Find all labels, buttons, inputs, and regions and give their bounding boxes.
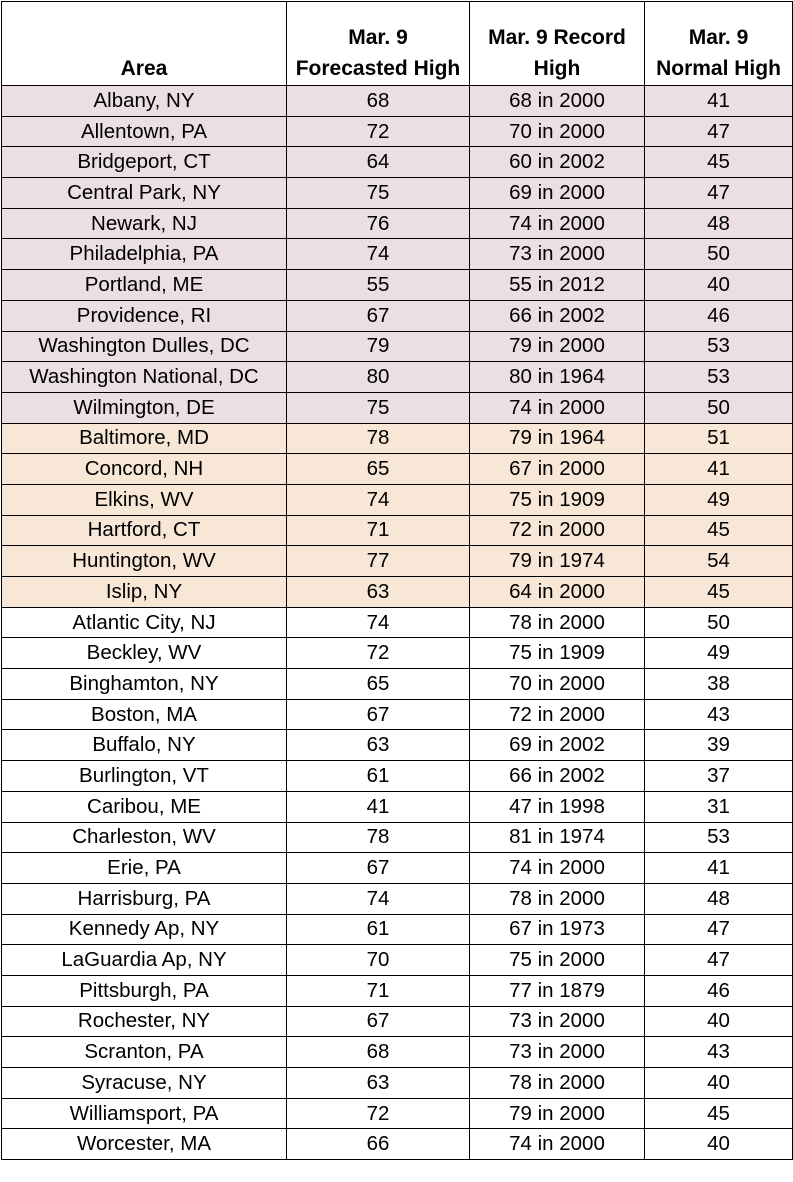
table-row [2, 853, 793, 884]
header-record-high [470, 2, 645, 86]
cell-normal-high: 41 [645, 853, 793, 884]
cell-record-high: 74 in 2000 [470, 1129, 645, 1160]
cell-area: Portland, ME [2, 270, 287, 301]
cell-record-high: 78 in 2000 [470, 607, 645, 638]
cell-forecasted-high: 67 [287, 853, 470, 884]
cell-normal-high: 53 [645, 331, 793, 362]
table-row [2, 147, 793, 178]
table-row [2, 945, 793, 976]
cell-normal-high: 39 [645, 730, 793, 761]
cell-normal-high: 47 [645, 116, 793, 147]
table-row [2, 577, 793, 608]
cell-record-high: 66 in 2002 [470, 761, 645, 792]
table-row [2, 484, 793, 515]
table-row [2, 1129, 793, 1160]
table-row [2, 178, 793, 209]
table-row [2, 208, 793, 239]
cell-normal-high: 37 [645, 761, 793, 792]
cell-record-high: 77 in 1879 [470, 975, 645, 1006]
cell-area: Williamsport, PA [2, 1098, 287, 1129]
table-row [2, 1037, 793, 1068]
table-row [2, 914, 793, 945]
cell-forecasted-high: 72 [287, 1098, 470, 1129]
table-row [2, 975, 793, 1006]
cell-record-high: 66 in 2002 [470, 300, 645, 331]
cell-area: Central Park, NY [2, 178, 287, 209]
cell-forecasted-high: 63 [287, 577, 470, 608]
cell-normal-high: 45 [645, 147, 793, 178]
temperature-records-table [1, 1, 793, 1160]
cell-forecasted-high: 67 [287, 699, 470, 730]
cell-normal-high: 49 [645, 638, 793, 669]
cell-forecasted-high: 65 [287, 454, 470, 485]
cell-forecasted-high: 74 [287, 239, 470, 270]
cell-forecasted-high: 77 [287, 546, 470, 577]
cell-normal-high: 40 [645, 1006, 793, 1037]
cell-area: Huntington, WV [2, 546, 287, 577]
cell-normal-high: 40 [645, 1129, 793, 1160]
header-row [2, 2, 793, 86]
cell-normal-high: 45 [645, 577, 793, 608]
cell-area: Charleston, WV [2, 822, 287, 853]
cell-normal-high: 54 [645, 546, 793, 577]
header-normal-high [645, 2, 793, 86]
table-row [2, 300, 793, 331]
cell-forecasted-high: 78 [287, 423, 470, 454]
cell-forecasted-high: 61 [287, 761, 470, 792]
cell-area: Pittsburgh, PA [2, 975, 287, 1006]
cell-normal-high: 31 [645, 791, 793, 822]
table-row [2, 392, 793, 423]
table-row [2, 730, 793, 761]
cell-forecasted-high: 68 [287, 1037, 470, 1068]
cell-area: Hartford, CT [2, 515, 287, 546]
cell-forecasted-high: 63 [287, 1068, 470, 1099]
cell-record-high: 81 in 1974 [470, 822, 645, 853]
table-row [2, 454, 793, 485]
cell-forecasted-high: 64 [287, 147, 470, 178]
cell-record-high: 73 in 2000 [470, 239, 645, 270]
header-forecast-line2: Forecasted High [295, 57, 461, 80]
cell-record-high: 80 in 1964 [470, 362, 645, 393]
cell-normal-high: 48 [645, 883, 793, 914]
cell-area: Allentown, PA [2, 116, 287, 147]
cell-forecasted-high: 74 [287, 607, 470, 638]
cell-forecasted-high: 65 [287, 669, 470, 700]
header-normal-line1: Mar. 9 [688, 26, 749, 49]
table-row [2, 699, 793, 730]
table-row [2, 362, 793, 393]
cell-forecasted-high: 75 [287, 392, 470, 423]
cell-normal-high: 43 [645, 699, 793, 730]
cell-record-high: 72 in 2000 [470, 515, 645, 546]
cell-forecasted-high: 55 [287, 270, 470, 301]
cell-record-high: 75 in 1909 [470, 638, 645, 669]
cell-record-high: 78 in 2000 [470, 1068, 645, 1099]
cell-normal-high: 45 [645, 1098, 793, 1129]
cell-normal-high: 38 [645, 669, 793, 700]
cell-area: Caribou, ME [2, 791, 287, 822]
cell-record-high: 74 in 2000 [470, 392, 645, 423]
cell-record-high: 70 in 2000 [470, 116, 645, 147]
cell-forecasted-high: 74 [287, 484, 470, 515]
cell-forecasted-high: 68 [287, 86, 470, 117]
cell-forecasted-high: 74 [287, 883, 470, 914]
cell-normal-high: 51 [645, 423, 793, 454]
cell-forecasted-high: 41 [287, 791, 470, 822]
cell-area: Concord, NH [2, 454, 287, 485]
header-forecast-line1: Mar. 9 [348, 26, 408, 49]
table-row [2, 331, 793, 362]
cell-area: Providence, RI [2, 300, 287, 331]
cell-normal-high: 48 [645, 208, 793, 239]
cell-record-high: 79 in 1964 [470, 423, 645, 454]
cell-forecasted-high: 71 [287, 515, 470, 546]
table-row [2, 638, 793, 669]
cell-forecasted-high: 75 [287, 178, 470, 209]
cell-normal-high: 50 [645, 239, 793, 270]
cell-record-high: 69 in 2000 [470, 178, 645, 209]
cell-forecasted-high: 72 [287, 116, 470, 147]
cell-area: Kennedy Ap, NY [2, 914, 287, 945]
cell-normal-high: 49 [645, 484, 793, 515]
cell-record-high: 47 in 1998 [470, 791, 645, 822]
cell-record-high: 73 in 2000 [470, 1006, 645, 1037]
cell-record-high: 78 in 2000 [470, 883, 645, 914]
cell-forecasted-high: 71 [287, 975, 470, 1006]
cell-normal-high: 47 [645, 178, 793, 209]
table-row [2, 423, 793, 454]
cell-forecasted-high: 61 [287, 914, 470, 945]
cell-area: Washington Dulles, DC [2, 331, 287, 362]
header-forecasted-high [287, 2, 470, 86]
table-row [2, 270, 793, 301]
cell-normal-high: 53 [645, 362, 793, 393]
cell-forecasted-high: 67 [287, 300, 470, 331]
cell-record-high: 55 in 2012 [470, 270, 645, 301]
cell-record-high: 79 in 2000 [470, 1098, 645, 1129]
cell-record-high: 69 in 2002 [470, 730, 645, 761]
cell-normal-high: 46 [645, 300, 793, 331]
cell-record-high: 75 in 2000 [470, 945, 645, 976]
table-row [2, 515, 793, 546]
cell-area: Washington National, DC [2, 362, 287, 393]
cell-area: Elkins, WV [2, 484, 287, 515]
cell-normal-high: 47 [645, 914, 793, 945]
cell-record-high: 70 in 2000 [470, 669, 645, 700]
header-area [2, 2, 287, 86]
cell-record-high: 79 in 1974 [470, 546, 645, 577]
cell-area: Buffalo, NY [2, 730, 287, 761]
cell-area: Philadelphia, PA [2, 239, 287, 270]
table-row [2, 239, 793, 270]
table-row [2, 1098, 793, 1129]
cell-record-high: 72 in 2000 [470, 699, 645, 730]
cell-normal-high: 45 [645, 515, 793, 546]
cell-record-high: 74 in 2000 [470, 853, 645, 884]
cell-record-high: 74 in 2000 [470, 208, 645, 239]
cell-forecasted-high: 66 [287, 1129, 470, 1160]
cell-normal-high: 40 [645, 1068, 793, 1099]
cell-record-high: 73 in 2000 [470, 1037, 645, 1068]
table-row [2, 883, 793, 914]
cell-area: Boston, MA [2, 699, 287, 730]
cell-forecasted-high: 79 [287, 331, 470, 362]
table-body [2, 86, 793, 1160]
cell-normal-high: 50 [645, 392, 793, 423]
cell-area: Atlantic City, NJ [2, 607, 287, 638]
header-record-line2: High [533, 57, 581, 80]
cell-record-high: 67 in 1973 [470, 914, 645, 945]
cell-area: Erie, PA [2, 853, 287, 884]
table-row [2, 822, 793, 853]
cell-forecasted-high: 67 [287, 1006, 470, 1037]
table-row [2, 791, 793, 822]
cell-forecasted-high: 70 [287, 945, 470, 976]
table-row [2, 116, 793, 147]
cell-forecasted-high: 63 [287, 730, 470, 761]
header-record-line1: Mar. 9 Record [488, 26, 626, 49]
table-row [2, 1006, 793, 1037]
cell-forecasted-high: 78 [287, 822, 470, 853]
table-row [2, 761, 793, 792]
cell-area: Islip, NY [2, 577, 287, 608]
cell-normal-high: 47 [645, 945, 793, 976]
cell-area: Burlington, VT [2, 761, 287, 792]
cell-area: Beckley, WV [2, 638, 287, 669]
cell-area: Rochester, NY [2, 1006, 287, 1037]
cell-normal-high: 41 [645, 86, 793, 117]
cell-area: LaGuardia Ap, NY [2, 945, 287, 976]
cell-forecasted-high: 72 [287, 638, 470, 669]
cell-record-high: 67 in 2000 [470, 454, 645, 485]
header-normal-line2: Normal High [656, 57, 781, 80]
cell-area: Albany, NY [2, 86, 287, 117]
cell-forecasted-high: 76 [287, 208, 470, 239]
cell-area: Scranton, PA [2, 1037, 287, 1068]
table-row [2, 607, 793, 638]
cell-record-high: 68 in 2000 [470, 86, 645, 117]
table-row [2, 669, 793, 700]
cell-record-high: 64 in 2000 [470, 577, 645, 608]
table-row [2, 1068, 793, 1099]
cell-area: Baltimore, MD [2, 423, 287, 454]
cell-record-high: 75 in 1909 [470, 484, 645, 515]
cell-area: Newark, NJ [2, 208, 287, 239]
cell-normal-high: 40 [645, 270, 793, 301]
cell-area: Harrisburg, PA [2, 883, 287, 914]
cell-normal-high: 46 [645, 975, 793, 1006]
cell-normal-high: 41 [645, 454, 793, 485]
cell-area: Wilmington, DE [2, 392, 287, 423]
cell-area: Bridgeport, CT [2, 147, 287, 178]
cell-normal-high: 53 [645, 822, 793, 853]
cell-forecasted-high: 80 [287, 362, 470, 393]
cell-record-high: 60 in 2002 [470, 147, 645, 178]
cell-normal-high: 43 [645, 1037, 793, 1068]
header-area-label: Area [120, 57, 168, 80]
cell-record-high: 79 in 2000 [470, 331, 645, 362]
table-row [2, 546, 793, 577]
table-row [2, 86, 793, 117]
cell-area: Binghamton, NY [2, 669, 287, 700]
cell-area: Syracuse, NY [2, 1068, 287, 1099]
cell-area: Worcester, MA [2, 1129, 287, 1160]
cell-normal-high: 50 [645, 607, 793, 638]
